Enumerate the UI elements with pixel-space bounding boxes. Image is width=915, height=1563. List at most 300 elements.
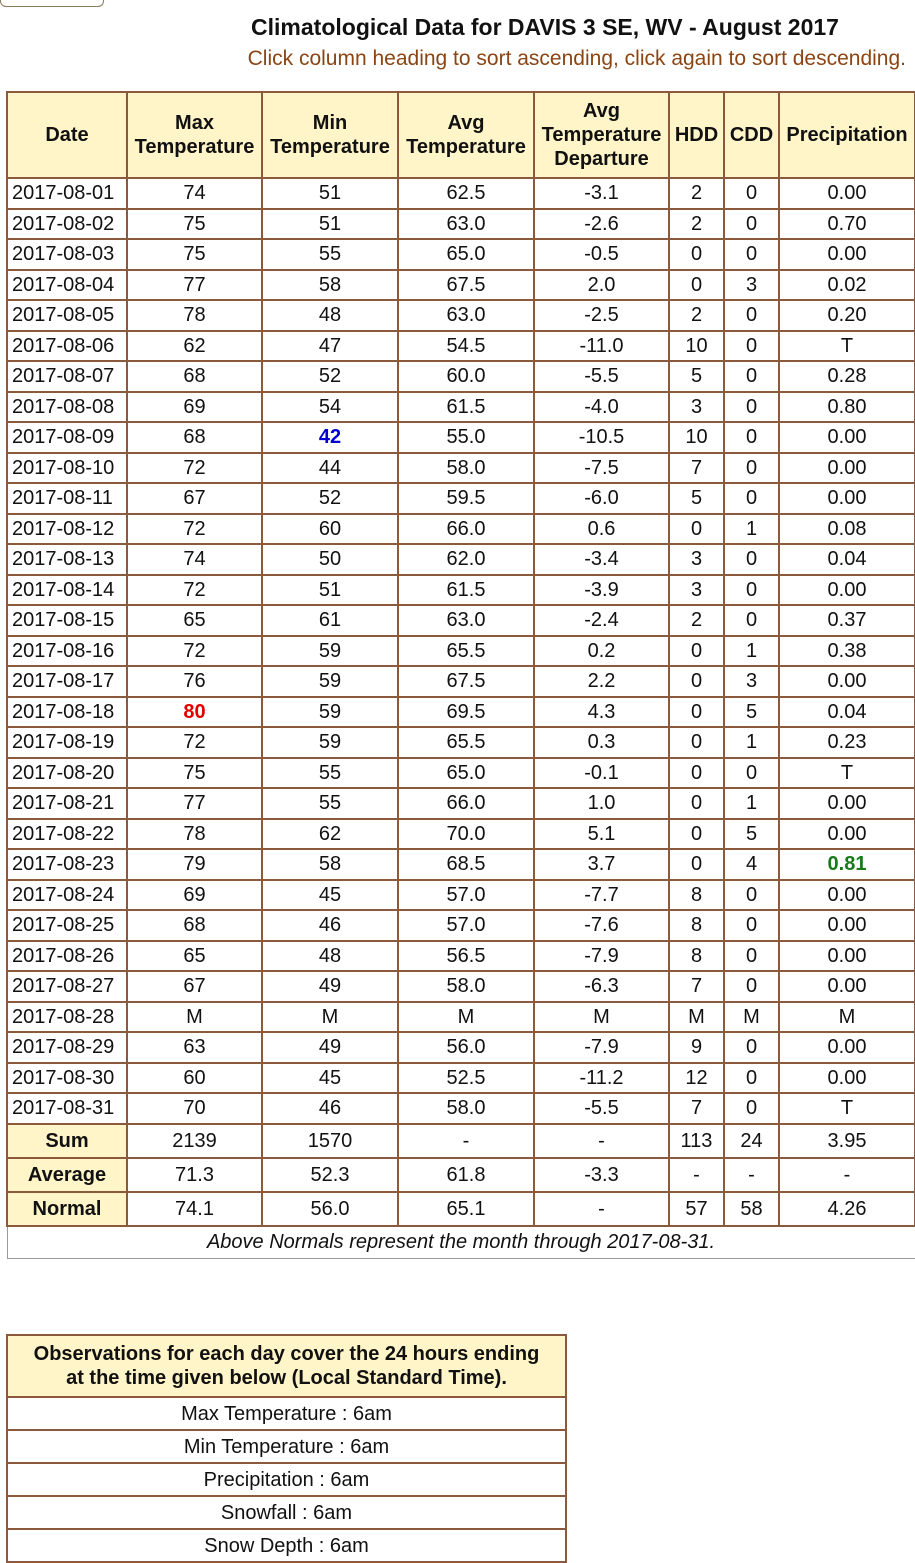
cell-max-temperature: 72	[127, 636, 262, 667]
climate-table	[6, 91, 915, 1259]
cell-hdd: 8	[669, 941, 724, 972]
cell-hdd: 2	[669, 209, 724, 240]
cell-temperature-departure: -2.4	[534, 605, 669, 636]
cell-precipitation: 0.00	[779, 575, 915, 606]
table-row	[7, 941, 915, 972]
cell-cdd: 0	[724, 361, 779, 392]
observation-header-line: Observations for each day cover the 24 hours ending	[33, 1343, 540, 1365]
cell-date: 2017-08-23	[7, 849, 127, 880]
observation-time: Min Temperature : 6am	[7, 1430, 566, 1463]
cell-date: 2017-08-11	[7, 483, 127, 514]
summary-cell-precipitation: -	[779, 1158, 915, 1192]
cell-precipitation: 0.00	[779, 971, 915, 1002]
cell-date: 2017-08-08	[7, 392, 127, 423]
cell-temperature-departure: 0.2	[534, 636, 669, 667]
cell-avg-temperature: 68.5	[398, 849, 534, 880]
cell-precipitation: 0.00	[779, 483, 915, 514]
cell-cdd: 0	[724, 1032, 779, 1063]
cell-precipitation: 0.70	[779, 209, 915, 240]
cell-temperature-departure: 3.7	[534, 849, 669, 880]
cell-precipitation: T	[779, 758, 915, 789]
cell-max-temperature: 75	[127, 239, 262, 270]
page-title: Climatological Data for DAVIS 3 SE, WV - August 2017	[251, 14, 839, 40]
cell-precipitation: 0.00	[779, 1032, 915, 1063]
header-label: Temperature	[270, 136, 390, 158]
summary-cell-temperature-departure: -3.3	[534, 1158, 669, 1192]
cell-date: 2017-08-19	[7, 727, 127, 758]
normals-footnote: Above Normals represent the month through 2017-08-31.	[7, 1226, 915, 1259]
cell-hdd: 9	[669, 1032, 724, 1063]
cell-min-temperature: 49	[262, 971, 398, 1002]
cell-hdd: 0	[669, 758, 724, 789]
cell-date: 2017-08-07	[7, 361, 127, 392]
cell-precipitation: 0.20	[779, 300, 915, 331]
cell-max-temperature: 70	[127, 1093, 262, 1124]
cell-precipitation: 0.02	[779, 270, 915, 301]
cell-precipitation: 0.23	[779, 727, 915, 758]
cell-min-temperature: 61	[262, 605, 398, 636]
cell-min-temperature: 49	[262, 1032, 398, 1063]
cell-cdd: 3	[724, 270, 779, 301]
cell-cdd: 0	[724, 209, 779, 240]
cell-min-temperature: 52	[262, 483, 398, 514]
cell-precipitation: T	[779, 331, 915, 362]
cell-temperature-departure: -0.5	[534, 239, 669, 270]
cell-precipitation: 0.37	[779, 605, 915, 636]
cell-max-temperature: 60	[127, 1063, 262, 1094]
cell-temperature-departure: 2.2	[534, 666, 669, 697]
sort-header-precipitation[interactable]	[779, 92, 915, 178]
table-row	[7, 270, 915, 301]
cell-temperature-departure: -10.5	[534, 422, 669, 453]
table-row	[7, 1093, 915, 1124]
cell-date: 2017-08-27	[7, 971, 127, 1002]
cell-cdd: 1	[724, 727, 779, 758]
cell-avg-temperature: 54.5	[398, 331, 534, 362]
cell-cdd: 5	[724, 819, 779, 850]
observation-time: Snowfall : 6am	[7, 1496, 566, 1529]
cell-precipitation: 0.00	[779, 453, 915, 484]
summary-cell-cdd: -	[724, 1158, 779, 1192]
cell-cdd: 0	[724, 1093, 779, 1124]
table-row	[7, 849, 915, 880]
cell-min-temperature: 46	[262, 1093, 398, 1124]
cell-max-temperature: 72	[127, 727, 262, 758]
cell-avg-temperature: 58.0	[398, 453, 534, 484]
summary-cell-precipitation: 3.95	[779, 1124, 915, 1158]
sort-instructions: Click column heading to sort ascending, click again to sort descending.	[247, 47, 906, 70]
cell-precipitation: 0.04	[779, 544, 915, 575]
cell-cdd: 0	[724, 422, 779, 453]
cell-date: 2017-08-04	[7, 270, 127, 301]
table-row	[7, 392, 915, 423]
cell-date: 2017-08-29	[7, 1032, 127, 1063]
cell-temperature-departure: -2.5	[534, 300, 669, 331]
cell-hdd: 0	[669, 239, 724, 270]
summary-cell-max-temperature: 71.3	[127, 1158, 262, 1192]
cell-precipitation: 0.00	[779, 422, 915, 453]
cell-min-temperature: 51	[262, 575, 398, 606]
cell-min-temperature: 55	[262, 239, 398, 270]
cell-hdd: 10	[669, 422, 724, 453]
summary-cell-cdd: 58	[724, 1192, 779, 1226]
summary-row-normal	[7, 1192, 915, 1226]
summary-cell-temperature-departure: -	[534, 1192, 669, 1226]
sort-header-cdd[interactable]	[724, 92, 779, 178]
cell-precipitation: 0.08	[779, 514, 915, 545]
cell-cdd: 0	[724, 239, 779, 270]
cell-date: 2017-08-30	[7, 1063, 127, 1094]
cell-cdd: 0	[724, 605, 779, 636]
cell-cdd: 0	[724, 880, 779, 911]
cell-date: 2017-08-06	[7, 331, 127, 362]
cell-precipitation: 0.00	[779, 666, 915, 697]
cell-temperature-departure: -5.5	[534, 1093, 669, 1124]
cell-hdd: 12	[669, 1063, 724, 1094]
summary-cell-precipitation: 4.26	[779, 1192, 915, 1226]
cell-cdd: 1	[724, 788, 779, 819]
cell-hdd: M	[669, 1002, 724, 1033]
summary-cell-min-temperature: 52.3	[262, 1158, 398, 1192]
cell-avg-temperature: 62.5	[398, 178, 534, 209]
sort-header-hdd[interactable]	[669, 92, 724, 178]
cell-precipitation: 0.00	[779, 239, 915, 270]
cell-temperature-departure: -6.3	[534, 971, 669, 1002]
cell-avg-temperature: 70.0	[398, 819, 534, 850]
cell-precipitation: 0.81	[779, 849, 915, 880]
cell-cdd: 0	[724, 971, 779, 1002]
cell-avg-temperature: 66.0	[398, 788, 534, 819]
sort-header-avg-temperature[interactable]	[398, 92, 534, 178]
cell-avg-temperature: 55.0	[398, 422, 534, 453]
cell-max-temperature: 67	[127, 971, 262, 1002]
cell-precipitation: 0.80	[779, 392, 915, 423]
cell-temperature-departure: -3.9	[534, 575, 669, 606]
cell-max-temperature: 77	[127, 788, 262, 819]
cell-date: 2017-08-22	[7, 819, 127, 850]
cell-min-temperature: 51	[262, 209, 398, 240]
cell-min-temperature: 44	[262, 453, 398, 484]
cell-min-temperature: 59	[262, 636, 398, 667]
cell-temperature-departure: -2.6	[534, 209, 669, 240]
table-row	[7, 758, 915, 789]
sort-header-min-temperature[interactable]	[262, 92, 398, 178]
summary-label: Sum	[7, 1124, 127, 1158]
header-label: Temperature	[134, 136, 255, 158]
table-row	[7, 331, 915, 362]
cell-hdd: 5	[669, 361, 724, 392]
cell-date: 2017-08-13	[7, 544, 127, 575]
cell-avg-temperature: 65.5	[398, 727, 534, 758]
observation-row	[7, 1463, 566, 1496]
cell-min-temperature: 50	[262, 544, 398, 575]
summary-cell-min-temperature: 1570	[262, 1124, 398, 1158]
cell-cdd: 0	[724, 483, 779, 514]
cell-max-temperature: 68	[127, 422, 262, 453]
cell-hdd: 2	[669, 178, 724, 209]
cell-max-temperature: 65	[127, 605, 262, 636]
cell-temperature-departure: -7.9	[534, 1032, 669, 1063]
cell-avg-temperature: 58.0	[398, 1093, 534, 1124]
sort-header-avg-temperature-departure[interactable]	[534, 92, 669, 178]
cell-date: 2017-08-17	[7, 666, 127, 697]
cell-temperature-departure: -7.7	[534, 880, 669, 911]
observation-times-table	[6, 1334, 567, 1563]
summary-cell-avg-temperature: 65.1	[398, 1192, 534, 1226]
cell-temperature-departure: -7.5	[534, 453, 669, 484]
summary-cell-hdd: -	[669, 1158, 724, 1192]
cell-min-temperature: 59	[262, 697, 398, 728]
cell-cdd: 0	[724, 300, 779, 331]
sort-header-date[interactable]	[7, 92, 127, 178]
observation-time: Snow Depth : 6am	[7, 1529, 566, 1562]
cell-temperature-departure: -3.1	[534, 178, 669, 209]
cell-hdd: 0	[669, 788, 724, 819]
table-row	[7, 300, 915, 331]
cell-hdd: 2	[669, 605, 724, 636]
cell-cdd: 0	[724, 941, 779, 972]
table-row	[7, 178, 915, 209]
cell-avg-temperature: 61.5	[398, 575, 534, 606]
cell-hdd: 0	[669, 666, 724, 697]
cell-avg-temperature: 56.0	[398, 1032, 534, 1063]
cell-max-temperature: 78	[127, 819, 262, 850]
table-row	[7, 605, 915, 636]
cell-temperature-departure: 4.3	[534, 697, 669, 728]
cell-hdd: 5	[669, 483, 724, 514]
cell-avg-temperature: 60.0	[398, 361, 534, 392]
cell-cdd: 0	[724, 453, 779, 484]
cell-max-temperature: 77	[127, 270, 262, 301]
observation-header-row	[7, 1335, 566, 1397]
cell-cdd: 0	[724, 178, 779, 209]
cell-max-temperature: 80	[127, 697, 262, 728]
cell-date: 2017-08-28	[7, 1002, 127, 1033]
cell-temperature-departure: -4.0	[534, 392, 669, 423]
cell-date: 2017-08-02	[7, 209, 127, 240]
header-label: Max	[175, 112, 214, 134]
cell-hdd: 0	[669, 270, 724, 301]
cell-max-temperature: 74	[127, 544, 262, 575]
table-row	[7, 788, 915, 819]
header-label: Precipitation	[786, 124, 908, 146]
table-row	[7, 971, 915, 1002]
cell-cdd: 0	[724, 1063, 779, 1094]
header-label: CDD	[729, 124, 774, 146]
cell-precipitation: 0.00	[779, 178, 915, 209]
cell-min-temperature: 42	[262, 422, 398, 453]
cell-min-temperature: 48	[262, 941, 398, 972]
cell-date: 2017-08-09	[7, 422, 127, 453]
cell-date: 2017-08-05	[7, 300, 127, 331]
cell-cdd: 0	[724, 910, 779, 941]
cell-temperature-departure: -0.1	[534, 758, 669, 789]
cell-hdd: 7	[669, 971, 724, 1002]
cell-precipitation: 0.00	[779, 1063, 915, 1094]
cell-hdd: 7	[669, 453, 724, 484]
header-row	[7, 92, 915, 178]
cell-temperature-departure: 2.0	[534, 270, 669, 301]
cell-cdd: 0	[724, 331, 779, 362]
cell-temperature-departure: -7.6	[534, 910, 669, 941]
cell-min-temperature: 62	[262, 819, 398, 850]
cell-hdd: 0	[669, 819, 724, 850]
cell-date: 2017-08-16	[7, 636, 127, 667]
table-row	[7, 514, 915, 545]
summary-cell-cdd: 24	[724, 1124, 779, 1158]
cell-temperature-departure: -11.0	[534, 331, 669, 362]
observation-row	[7, 1397, 566, 1430]
cell-date: 2017-08-15	[7, 605, 127, 636]
cell-max-temperature: 78	[127, 300, 262, 331]
cell-avg-temperature: 65.5	[398, 636, 534, 667]
table-row	[7, 697, 915, 728]
cell-max-temperature: 79	[127, 849, 262, 880]
cell-hdd: 3	[669, 392, 724, 423]
cell-date: 2017-08-14	[7, 575, 127, 606]
cell-avg-temperature: 63.0	[398, 209, 534, 240]
observation-header	[7, 1335, 566, 1397]
cell-precipitation: 0.00	[779, 880, 915, 911]
cell-hdd: 0	[669, 697, 724, 728]
table-row	[7, 453, 915, 484]
cell-max-temperature: M	[127, 1002, 262, 1033]
cell-avg-temperature: 62.0	[398, 544, 534, 575]
summary-row-average	[7, 1158, 915, 1192]
cell-precipitation: 0.28	[779, 361, 915, 392]
table-row	[7, 1032, 915, 1063]
observation-row	[7, 1496, 566, 1529]
observation-row	[7, 1529, 566, 1562]
cell-temperature-departure: -7.9	[534, 941, 669, 972]
cell-cdd: 1	[724, 636, 779, 667]
cell-precipitation: 0.00	[779, 788, 915, 819]
cell-avg-temperature: 58.0	[398, 971, 534, 1002]
summary-cell-max-temperature: 2139	[127, 1124, 262, 1158]
table-row	[7, 819, 915, 850]
cell-hdd: 10	[669, 331, 724, 362]
cell-min-temperature: 54	[262, 392, 398, 423]
cell-temperature-departure: M	[534, 1002, 669, 1033]
cell-hdd: 8	[669, 910, 724, 941]
cell-min-temperature: 59	[262, 727, 398, 758]
cell-precipitation: 0.00	[779, 941, 915, 972]
cell-hdd: 3	[669, 575, 724, 606]
cell-min-temperature: 60	[262, 514, 398, 545]
cell-date: 2017-08-25	[7, 910, 127, 941]
cell-date: 2017-08-12	[7, 514, 127, 545]
table-row	[7, 636, 915, 667]
sort-header-max-temperature[interactable]	[127, 92, 262, 178]
cell-temperature-departure: -11.2	[534, 1063, 669, 1094]
observation-row	[7, 1430, 566, 1463]
cell-max-temperature: 75	[127, 758, 262, 789]
summary-cell-hdd: 57	[669, 1192, 724, 1226]
observation-time: Precipitation : 6am	[7, 1463, 566, 1496]
table-row	[7, 880, 915, 911]
cell-avg-temperature: 56.5	[398, 941, 534, 972]
cell-date: 2017-08-18	[7, 697, 127, 728]
cell-temperature-departure: -6.0	[534, 483, 669, 514]
top-tab-edge	[0, 0, 104, 7]
summary-cell-temperature-departure: -	[534, 1124, 669, 1158]
cell-min-temperature: 45	[262, 880, 398, 911]
cell-avg-temperature: 52.5	[398, 1063, 534, 1094]
observation-time: Max Temperature : 6am	[7, 1397, 566, 1430]
cell-max-temperature: 65	[127, 941, 262, 972]
cell-max-temperature: 63	[127, 1032, 262, 1063]
table-row	[7, 544, 915, 575]
cell-min-temperature: 48	[262, 300, 398, 331]
cell-max-temperature: 68	[127, 910, 262, 941]
cell-min-temperature: 55	[262, 788, 398, 819]
table-row	[7, 666, 915, 697]
cell-hdd: 0	[669, 514, 724, 545]
table-row	[7, 910, 915, 941]
cell-precipitation: 0.04	[779, 697, 915, 728]
header-label: Avg	[447, 112, 485, 134]
summary-row-sum	[7, 1124, 915, 1158]
cell-hdd: 3	[669, 544, 724, 575]
cell-avg-temperature: 57.0	[398, 910, 534, 941]
cell-avg-temperature: 63.0	[398, 605, 534, 636]
cell-date: 2017-08-20	[7, 758, 127, 789]
cell-avg-temperature: 67.5	[398, 666, 534, 697]
cell-min-temperature: 45	[262, 1063, 398, 1094]
cell-cdd: 4	[724, 849, 779, 880]
table-row	[7, 727, 915, 758]
cell-max-temperature: 76	[127, 666, 262, 697]
cell-cdd: 5	[724, 697, 779, 728]
cell-temperature-departure: 1.0	[534, 788, 669, 819]
cell-temperature-departure: 0.6	[534, 514, 669, 545]
summary-cell-hdd: 113	[669, 1124, 724, 1158]
cell-max-temperature: 68	[127, 361, 262, 392]
cell-max-temperature: 67	[127, 483, 262, 514]
header-label: Date	[45, 124, 89, 146]
table-row	[7, 483, 915, 514]
footnote-row	[7, 1226, 915, 1259]
cell-temperature-departure: -3.4	[534, 544, 669, 575]
cell-precipitation: T	[779, 1093, 915, 1124]
cell-date: 2017-08-10	[7, 453, 127, 484]
cell-temperature-departure: 0.3	[534, 727, 669, 758]
cell-precipitation: 0.00	[779, 819, 915, 850]
cell-avg-temperature: 57.0	[398, 880, 534, 911]
cell-cdd: M	[724, 1002, 779, 1033]
cell-min-temperature: 58	[262, 849, 398, 880]
summary-cell-min-temperature: 56.0	[262, 1192, 398, 1226]
cell-date: 2017-08-31	[7, 1093, 127, 1124]
cell-max-temperature: 69	[127, 880, 262, 911]
cell-hdd: 0	[669, 849, 724, 880]
cell-cdd: 0	[724, 392, 779, 423]
cell-hdd: 2	[669, 300, 724, 331]
cell-max-temperature: 62	[127, 331, 262, 362]
header-label: HDD	[674, 124, 719, 146]
header-label: Departure	[554, 148, 649, 170]
summary-cell-avg-temperature: 61.8	[398, 1158, 534, 1192]
cell-hdd: 8	[669, 880, 724, 911]
cell-precipitation: M	[779, 1002, 915, 1033]
cell-temperature-departure: -5.5	[534, 361, 669, 392]
table-row	[7, 361, 915, 392]
cell-avg-temperature: 61.5	[398, 392, 534, 423]
cell-cdd: 3	[724, 666, 779, 697]
summary-cell-max-temperature: 74.1	[127, 1192, 262, 1226]
cell-avg-temperature: 65.0	[398, 239, 534, 270]
summary-cell-avg-temperature: -	[398, 1124, 534, 1158]
